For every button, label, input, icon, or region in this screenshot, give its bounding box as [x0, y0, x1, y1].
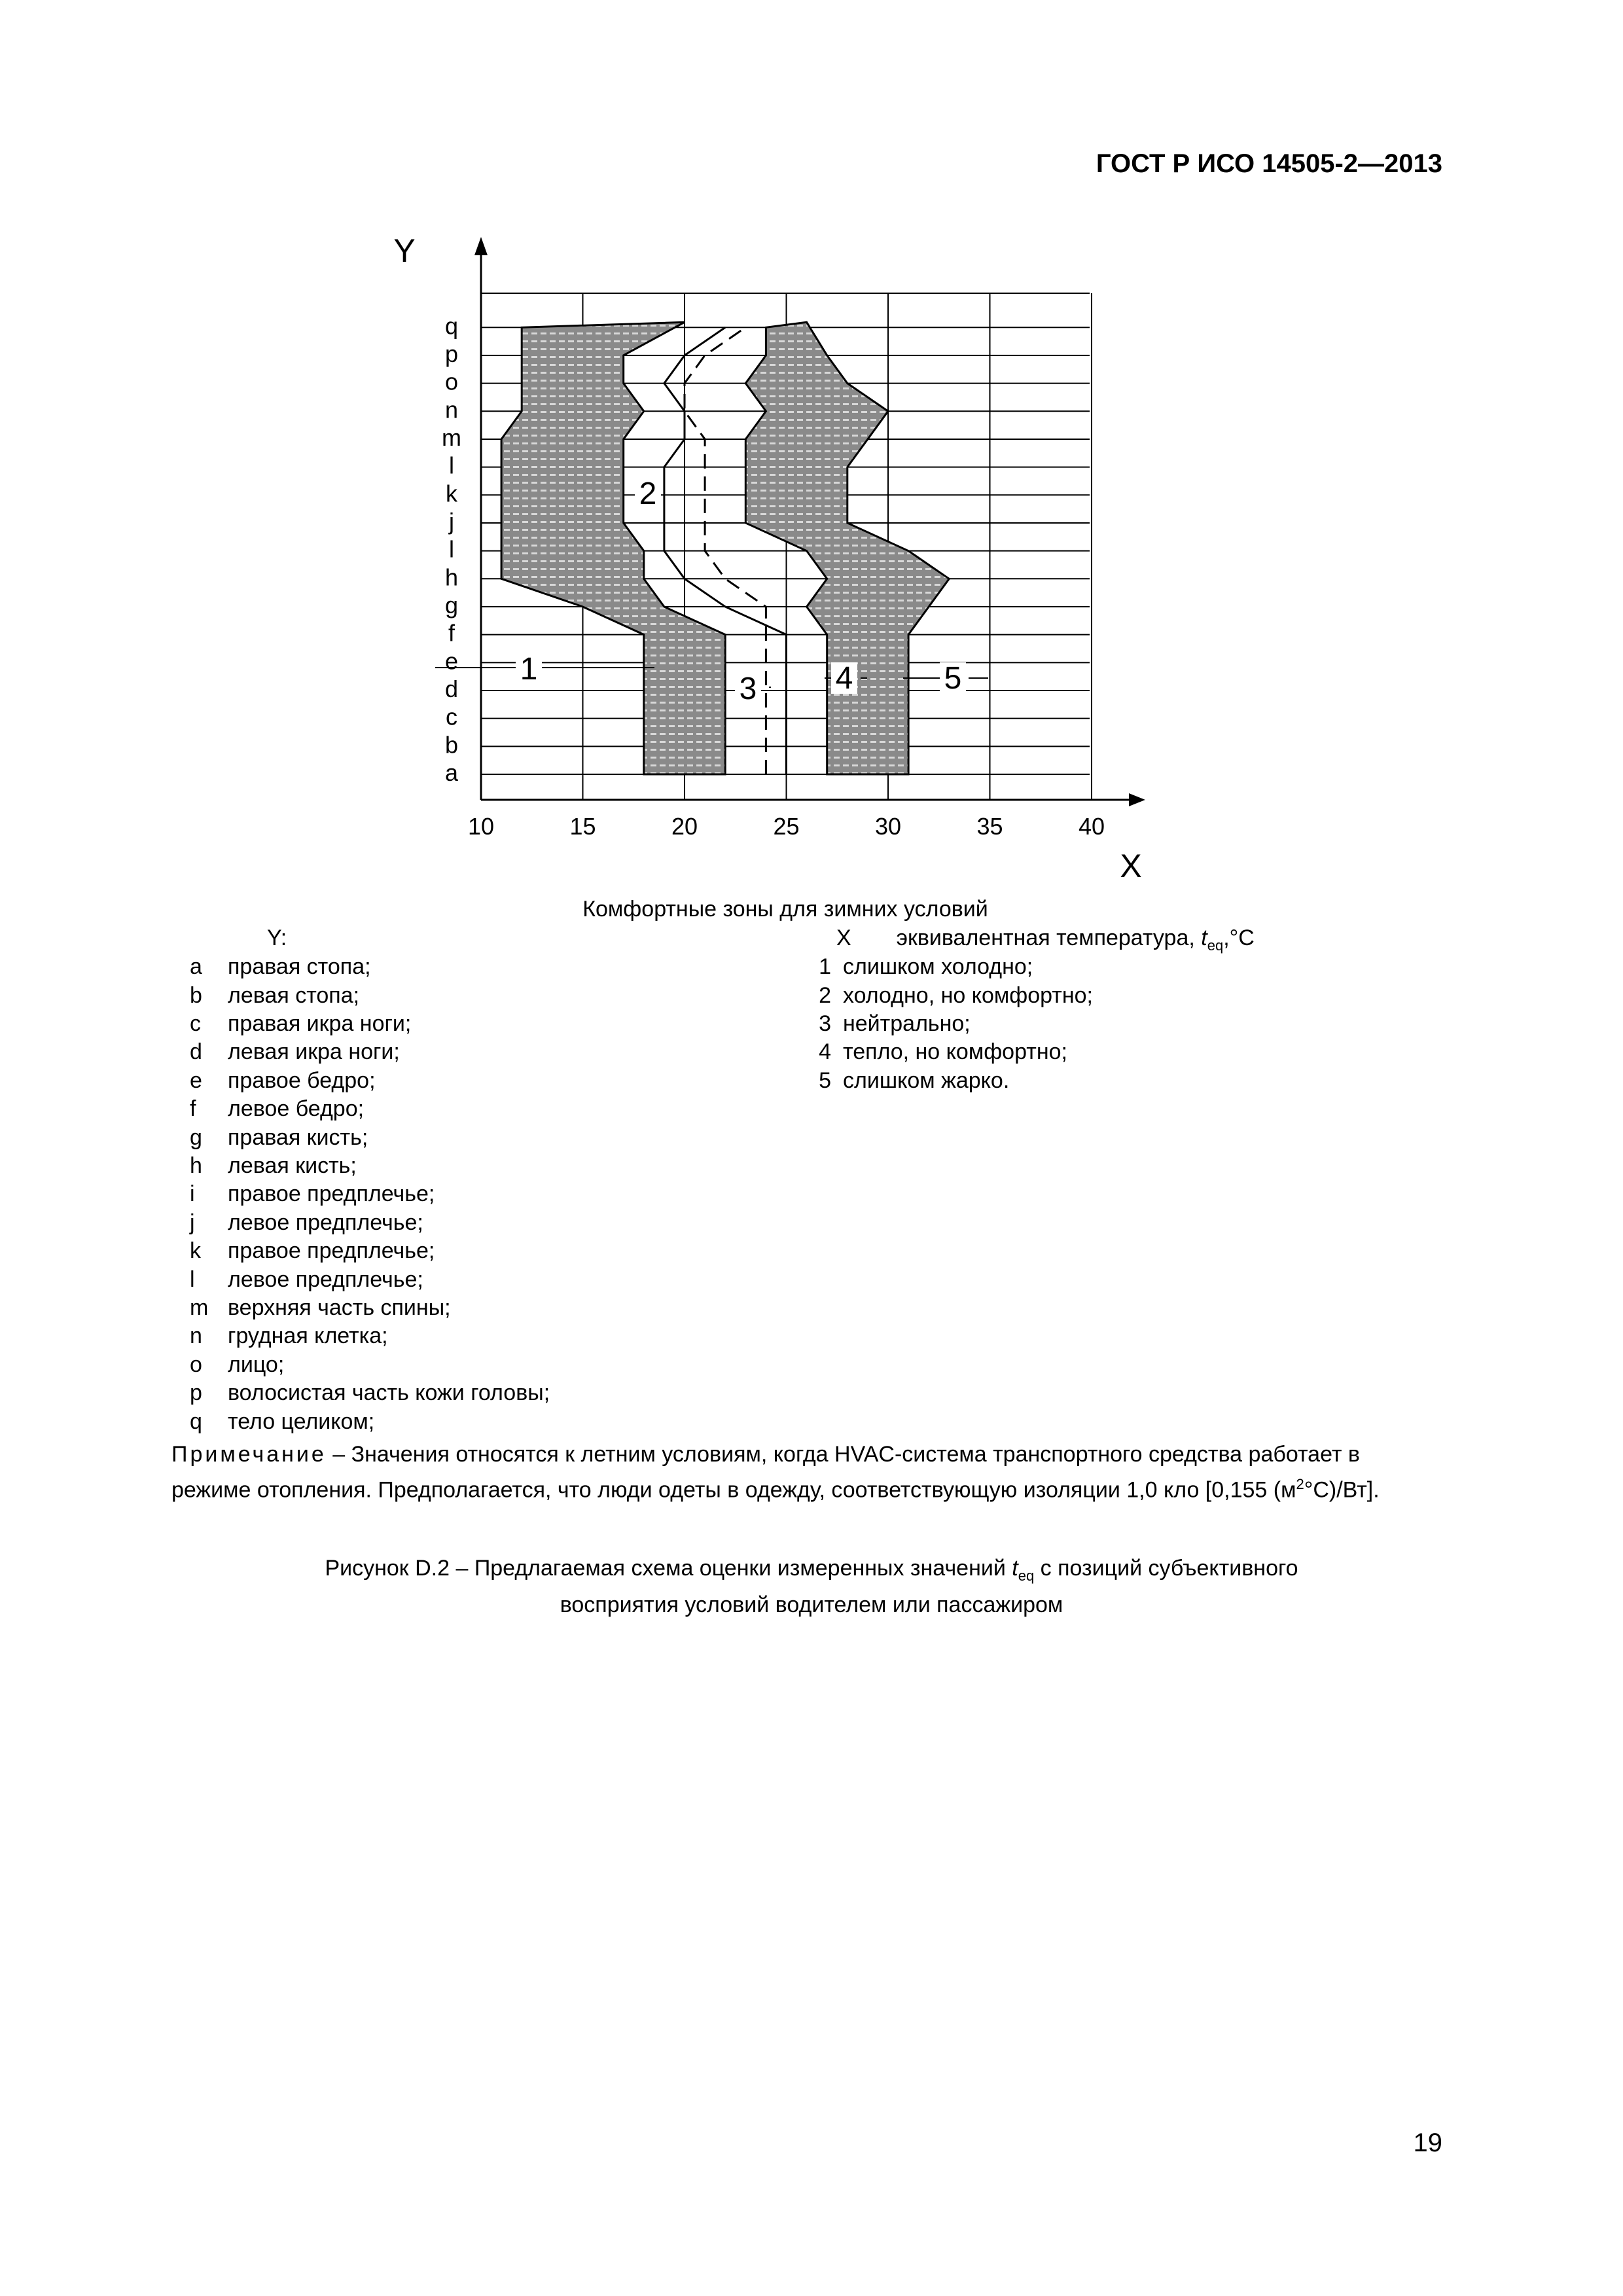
- zone-label: 4: [835, 661, 853, 696]
- y-tick-label: p: [444, 340, 459, 367]
- y-tick-label: d: [444, 675, 459, 702]
- zone-label: 2: [639, 476, 657, 511]
- page: ГОСТ Р ИСО 14505-2—2013 10 15 20 25 30 35 40 a b c d e f g h l j k l m n o p q Y X 1 2 3 4 5 Комфортные зоны для зимних условий Y: X эквивалентная температура, $t_{eq},^\circ C$ a правая стопа; b левая стопа; c правая икра ноги; d левая икра ноги; e правое бедро; f левое бедро; g правая кисть; h левая кисть; i правое предплечье; j левое предплечье; k правое предплечье; l левое предплечье; m верхняя часть спины; n грудная клетка; o лицо; p волосистая часть кожи головы; q тело целиком; 1 слишком холодно; 2 холодно, но комфортно; 3 нейтрально; 4 тепло, но комфортно; 5 слишком жарко. Примечание – Значения относятся к летним условиям, когда HVAC-система транспортного средства работает в режиме отопления. Предполагается, что люди одеты в одежду, соответствующую изоляции 1,0 кло [0,155 $(м^2^\circ C)/Вт$]. Рисунок D.2 – Предлагаемая схема оценки измеренных значений $t_{eq}$ с позиций субъективного восприятия условий водителем или пассажиром 19: [0, 0, 1623, 2296]
- y-tick-label: m: [442, 423, 461, 451]
- y-axis-arrow-icon: [474, 237, 488, 255]
- note-text: – Значения относятся к летним условиям, когда HVAC-система транспортного средства работает в режиме отопления. Предполагается, что люди одеты в одежду, соответствующую изоляции 1,0 кло [0,155 (м: [171, 1442, 1360, 1503]
- y-tick-label: n: [444, 396, 459, 423]
- zone-label: 1: [520, 652, 538, 687]
- note: [171, 1440, 1402, 1505]
- y-tick-label: l: [449, 452, 454, 479]
- note-label: Примечание: [171, 1442, 327, 1467]
- x-tick-label: 35: [976, 813, 1003, 840]
- x-tick-label: 15: [569, 813, 596, 840]
- y-axis-label: Y: [393, 232, 416, 269]
- y-tick-label: g: [444, 591, 459, 619]
- zone-label: 3: [739, 672, 757, 706]
- x-tick-label: 25: [773, 813, 800, 840]
- chart-zones: [501, 322, 949, 774]
- y-tick-label: q: [444, 312, 459, 340]
- figure-caption-line1: Рисунок D.2 – Предлагаемая схема оценки измеренных значений $t_{eq}$ с позиций субъективного: [325, 1556, 1298, 1584]
- page-number: 19: [1413, 2128, 1442, 2157]
- note-tail: °C)/Вт].: [1304, 1477, 1380, 1503]
- chart-title: Комфортные зоны для зимних условий: [582, 897, 988, 922]
- x-legend-unit: ,°C: [1223, 925, 1255, 950]
- figure-caption-line2: восприятия условий водителем или пассажиром: [560, 1592, 1063, 1617]
- y-tick-label: f: [448, 619, 455, 647]
- y-tick-label: c: [446, 703, 457, 730]
- y-tick-label: o: [444, 368, 459, 395]
- figure-caption: [0, 1554, 1623, 1619]
- x-axis-label: X: [1120, 848, 1142, 884]
- y-tick-label: b: [444, 731, 459, 759]
- y-legend-label: Y:: [267, 925, 287, 950]
- zone-band-4: [745, 322, 949, 774]
- x-legend-label: [836, 925, 1255, 954]
- zone-band-1: [501, 322, 725, 774]
- y-tick-label: j: [449, 507, 454, 535]
- x-axis-arrow-icon: [1129, 793, 1145, 806]
- y-tick-label: k: [446, 480, 457, 507]
- y-tick-label: l: [449, 535, 454, 563]
- x-tick-label: 10: [467, 813, 495, 840]
- y-tick-label: h: [444, 564, 459, 591]
- y-tick-label: e: [444, 647, 459, 675]
- y-tick-label: a: [444, 759, 459, 786]
- note-superscript: 2: [1296, 1476, 1304, 1492]
- document-header: ГОСТ Р ИСО 14505-2—2013: [1096, 149, 1442, 178]
- x-legend-symbol: t: [1201, 925, 1207, 950]
- zone-label: 5: [944, 661, 962, 696]
- x-tick-label: 40: [1078, 813, 1105, 840]
- x-legend-subscript: eq: [1207, 937, 1224, 954]
- x-tick-label: 20: [671, 813, 698, 840]
- x-legend-description: эквивалентная температура,: [896, 925, 1195, 950]
- x-legend-key: X: [836, 925, 851, 950]
- x-tick-label: 30: [874, 813, 902, 840]
